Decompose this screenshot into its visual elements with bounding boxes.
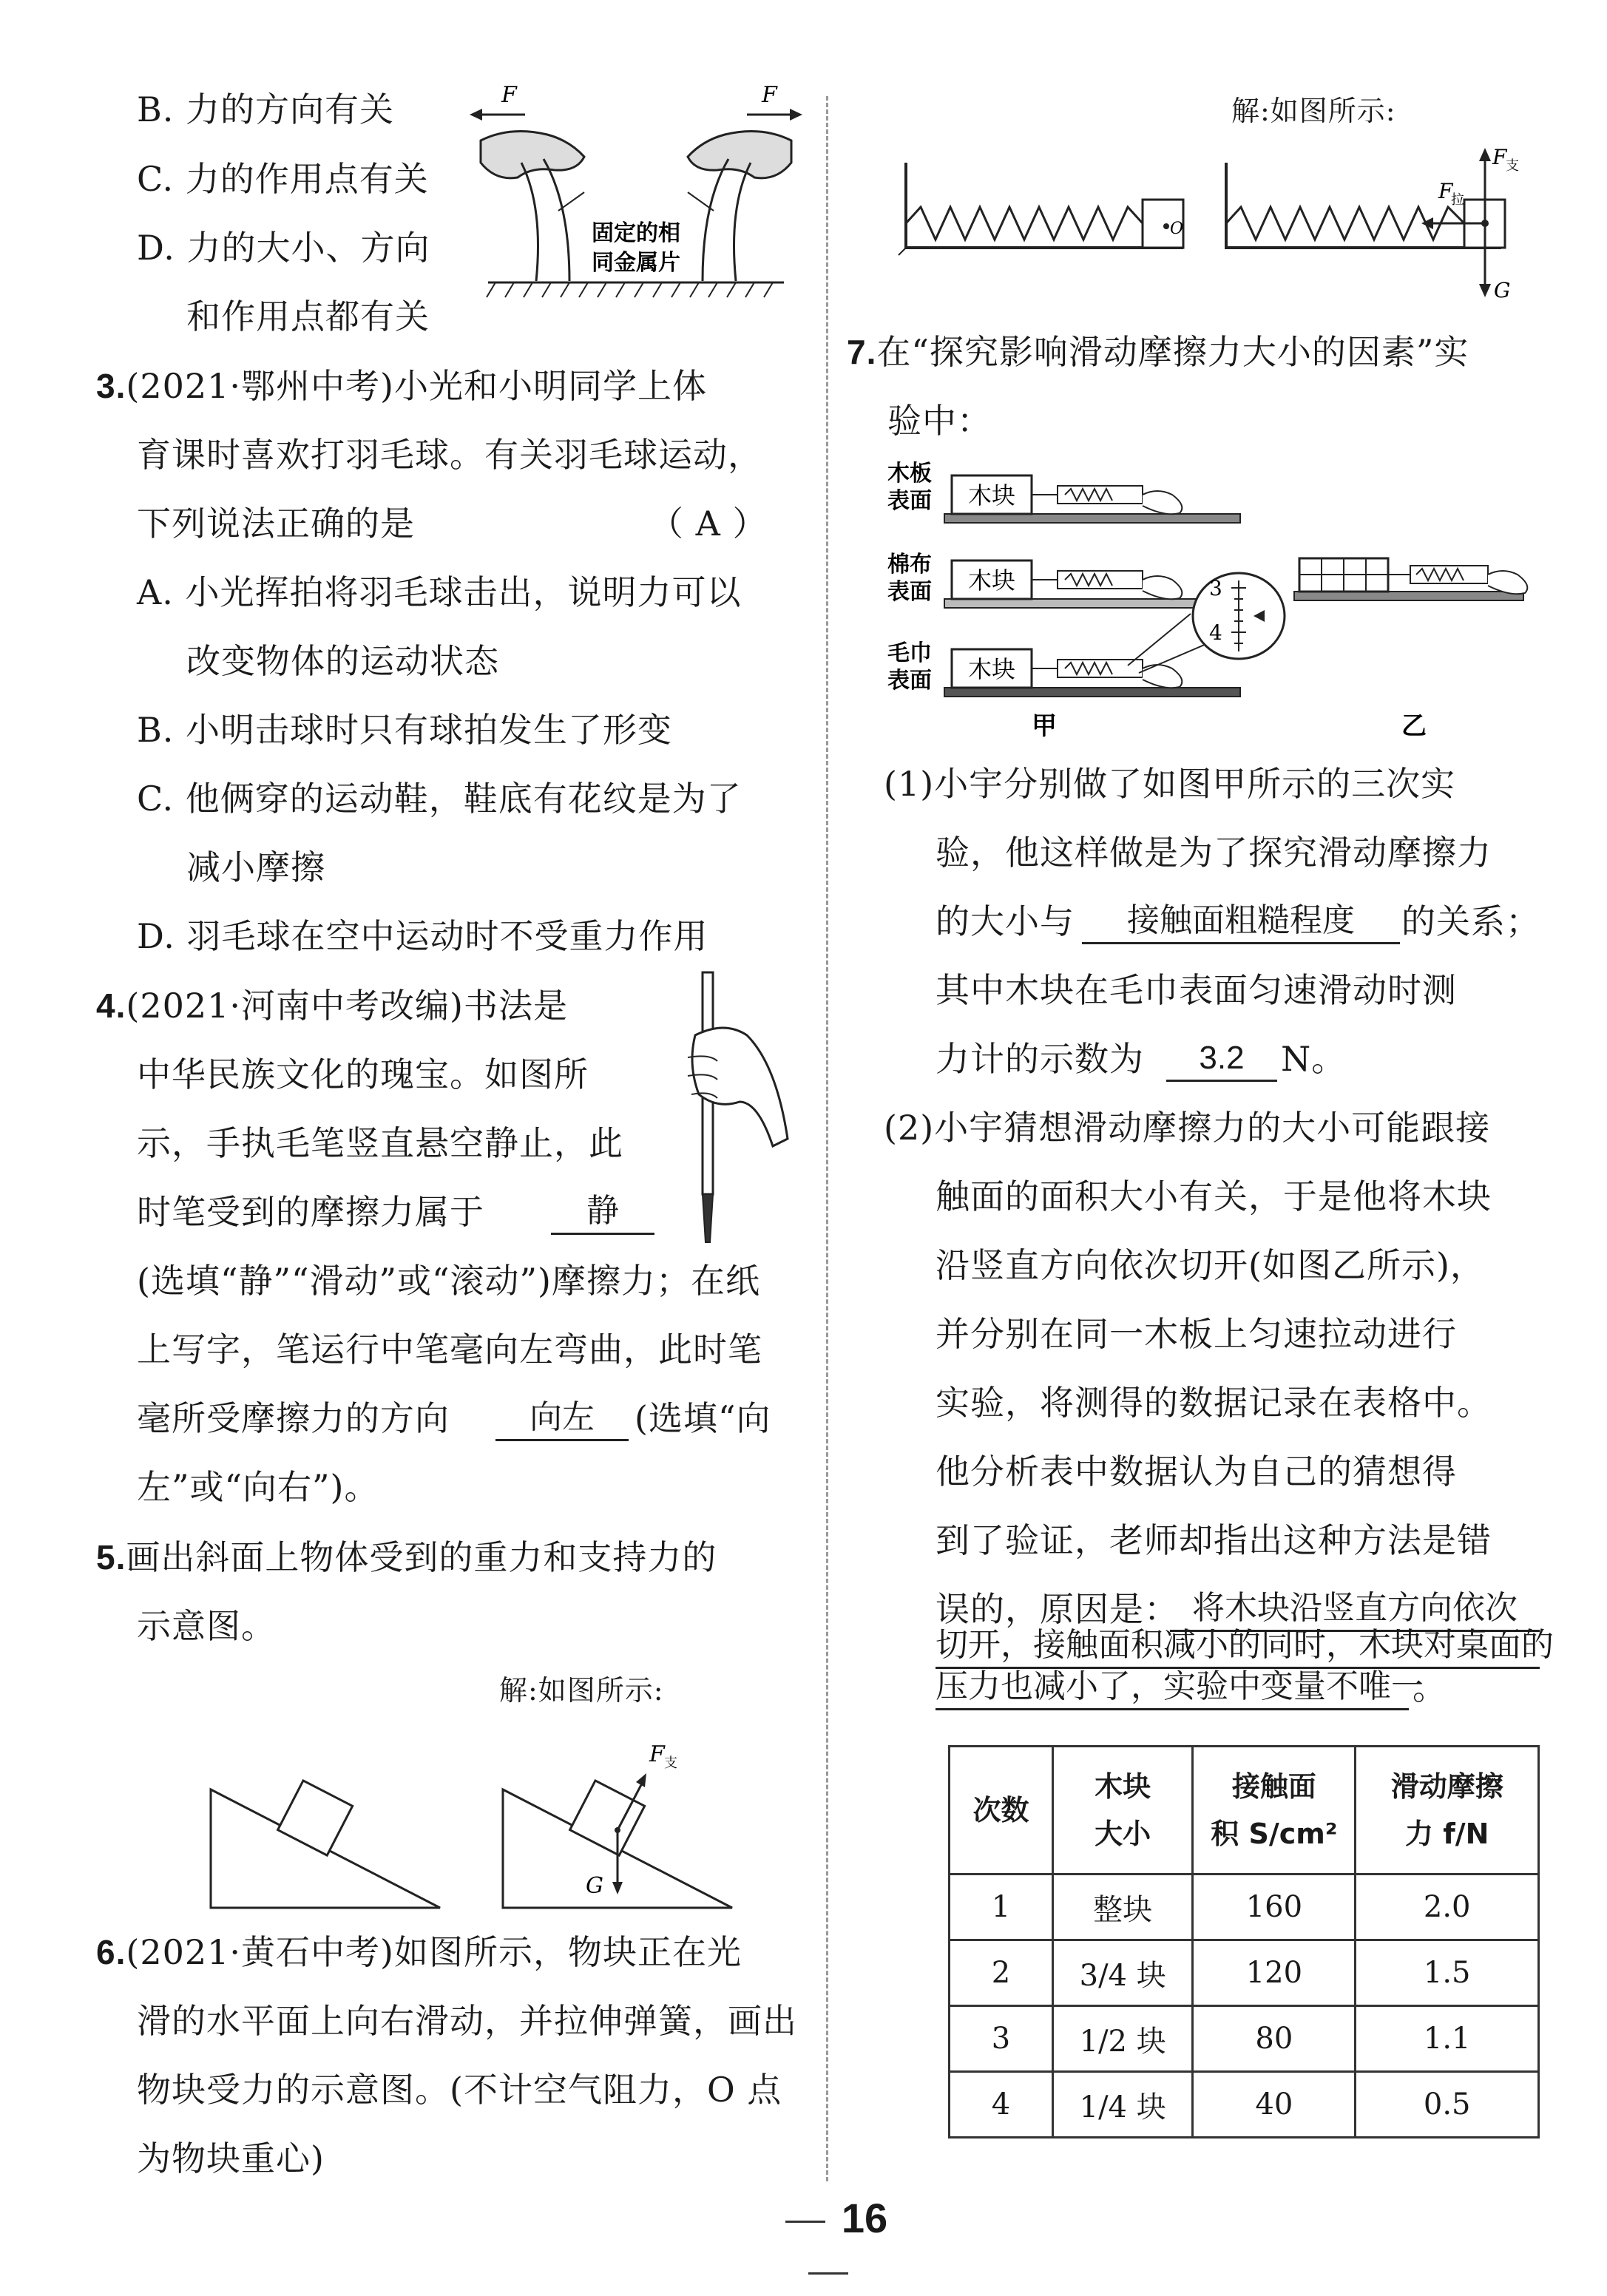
svg-text:拉: 拉	[1451, 192, 1464, 208]
spring-left	[906, 207, 1143, 240]
q2-option-d-line2: 和作用点都有关	[186, 297, 430, 336]
q7-p2-line1: (2)小宇猜想滑动摩擦力的大小可能跟接	[884, 1108, 1491, 1148]
q4-line4: 时笔受到的摩擦力属于	[137, 1192, 484, 1232]
q6-line4: 为物块重心)	[137, 2138, 325, 2178]
q7-p2-line2: 触面的面积大小有关，于是他将木块	[936, 1176, 1492, 1216]
table-header-count: 次数	[950, 1747, 1053, 1875]
q5-line1: 5.画出斜面上物体受到的重力和支持力的	[96, 1537, 717, 1577]
svg-text:支: 支	[1506, 158, 1519, 174]
q7-number: 7.	[847, 333, 877, 371]
q7-p2-end: 。	[1413, 1667, 1447, 1707]
q5-gravity-label: G	[586, 1873, 603, 1899]
q7-p2-line4: 并分别在同一木板上匀速拉动进行	[936, 1314, 1457, 1354]
q4-line5: (选填“静”“滑动”或“滚动”)摩擦力；在纸	[137, 1261, 760, 1301]
q3-line2: 育课时喜欢打羽毛球。有关羽毛球运动，	[137, 435, 762, 475]
svg-text:表面: 表面	[887, 668, 932, 694]
q2-figure	[466, 81, 806, 303]
svg-text:4: 4	[1209, 620, 1222, 645]
q7-p2-line8-pre: 误的，原因是：	[936, 1589, 1179, 1629]
q7-answer-2: 3.2	[1166, 1037, 1277, 1082]
q3-option-a-line1: A. 小光挥拍将羽毛球击出，说明力可以	[137, 572, 742, 612]
q4-answer-2: 向左	[495, 1396, 629, 1441]
q3-option-c-line2: 减小摩擦	[186, 847, 325, 887]
q6-line1: 6.(2021·黄石中考)如图所示，物块正在光	[96, 1932, 742, 1972]
q7-answer-3a: 将木块沿竖直方向依次	[1170, 1587, 1540, 1632]
page-number: 16	[740, 2192, 917, 2296]
q6-line3: 物块受力的示意图。(不计空气阻力，O 点	[137, 2070, 782, 2110]
table-header-friction: 滑动摩擦 力 f/N	[1356, 1747, 1539, 1875]
q7-p2-line6: 他分析表中数据认为自己的猜想得	[936, 1452, 1457, 1491]
table-row: 3 1/2 块 80 1.1	[950, 2006, 1539, 2072]
q7-p2-line7: 到了验证，老师却指出这种方法是错	[936, 1520, 1492, 1560]
svg-text:乙: 乙	[1401, 711, 1427, 741]
q6-support-label: F	[1492, 145, 1507, 169]
q7-p1-line4: 其中木块在毛巾表面匀速滑动时测	[936, 970, 1457, 1010]
left-hand-icon	[481, 132, 584, 178]
q7-p1-line3-pre: 的大小与	[936, 901, 1075, 941]
svg-text:木块: 木块	[967, 655, 1016, 683]
hand-icon-b	[1488, 571, 1527, 594]
svg-text:3: 3	[1209, 576, 1222, 600]
q4-line8: 左”或“向右”)。	[137, 1467, 379, 1507]
table-header-area: 接触面 积 S/cm²	[1193, 1747, 1356, 1875]
hand-icon-2	[1143, 576, 1182, 599]
q6-line2: 滑的水平面上向右滑动，并拉伸弹簧，画出	[137, 2001, 797, 2041]
q7-line1: 7.在“探究影响滑动摩擦力大小的因素”实	[847, 332, 1469, 372]
q2-fig-label-2: 同金属片	[592, 250, 680, 276]
q6-pull-label: F	[1438, 179, 1453, 203]
q4-line7-pre: 毫所受摩擦力的方向	[137, 1398, 450, 1438]
q2-fig-label-1: 固定的相	[592, 220, 680, 246]
svg-text:木板: 木板	[887, 461, 932, 487]
table-row: 1 整块 160 2.0	[950, 1875, 1539, 1940]
q4-line6: 上写字，笔运行中笔毫向左弯曲，此时笔	[137, 1330, 762, 1369]
q2-option-d-line1: D. 力的大小、方向	[137, 228, 430, 268]
q2-force-left-label: F	[501, 82, 517, 108]
q3-line1: 3.(2021·鄂州中考)小光和小明同学上体	[96, 366, 707, 406]
q7-p1-line2: 验，他这样做是为了探究滑动摩擦力	[936, 833, 1492, 873]
q3-answer: （ A ）	[649, 504, 768, 543]
q3-option-b: B. 小明击球时只有球拍发生了形变	[137, 710, 673, 750]
table-header-size: 木块 大小	[1053, 1747, 1193, 1875]
column-divider	[826, 96, 828, 2181]
q2-force-right-label: F	[762, 82, 777, 108]
q7-p1-line1: (1)小宇分别做了如图甲所示的三次实	[884, 764, 1456, 804]
q4-line7-post: (选填“向	[635, 1398, 771, 1438]
q6-solution: 解:如图所示:	[1231, 95, 1396, 127]
svg-text:棉布: 棉布	[887, 552, 932, 578]
svg-text:木块: 木块	[967, 566, 1016, 595]
table-row: 4 1/4 块 40 0.5	[950, 2072, 1539, 2138]
table-header-row	[950, 1747, 1539, 1875]
svg-text:木块: 木块	[967, 481, 1016, 509]
q7-figure	[884, 455, 1549, 743]
q2-option-b: B. 力的方向有关	[137, 89, 395, 129]
svg-text:支: 支	[664, 1755, 677, 1771]
hand-icon-1	[1143, 491, 1182, 514]
svg-text:甲: 甲	[1032, 711, 1057, 741]
q4-figure	[673, 969, 791, 1250]
q4-line3: 示，手执毛笔竖直悬空静止，此	[137, 1123, 623, 1163]
q5-figure	[200, 1723, 740, 1923]
q3-option-c-line1: C. 他俩穿的运动鞋，鞋底有花纹是为了	[137, 779, 742, 819]
q6-number: 6.	[96, 1933, 126, 1971]
q7-p2-line3: 沿竖直方向依次切开(如图乙所示)，	[936, 1245, 1485, 1285]
q3-line3: 下列说法正确的是	[137, 504, 415, 543]
q7-p1-line5-pre: 力计的示数为	[936, 1039, 1144, 1079]
svg-text:O: O	[1170, 220, 1184, 238]
q3-option-d: D. 羽毛球在空中运动时不受重力作用	[137, 916, 708, 956]
q7-p2-line5: 实验，将测得的数据记录在表格中。	[936, 1383, 1492, 1423]
table-row: 2 3/4 块 120 1.5	[950, 1940, 1539, 2006]
q7-data-table	[948, 1745, 1540, 2138]
q3-number: 3.	[96, 367, 126, 405]
q7-answer-3c: 压力也减小了，实验中变量不唯一	[936, 1665, 1409, 1710]
q6-figure	[895, 140, 1546, 311]
q7-line2: 验中：	[887, 401, 992, 441]
q6-gravity-label: G	[1494, 278, 1511, 302]
q5-number: 5.	[96, 1538, 126, 1577]
q4-line2: 中华民族文化的瑰宝。如图所	[137, 1054, 589, 1094]
svg-text:表面: 表面	[887, 579, 932, 605]
q5-support-label: F	[649, 1741, 665, 1767]
q5-solution: 解:如图所示:	[499, 1674, 664, 1707]
q4-line1: 4.(2021·河南中考改编)书法是	[96, 986, 568, 1026]
svg-text:毛巾: 毛巾	[887, 640, 932, 666]
q7-p1-line5-post: N。	[1281, 1039, 1347, 1079]
q7-answer-3b: 切开，接触面积减小的同时，木块对桌面的	[936, 1624, 1540, 1669]
q4-number: 4.	[96, 986, 126, 1025]
right-hand-icon	[688, 132, 791, 178]
q5-line2: 示意图。	[137, 1606, 276, 1646]
svg-text:表面: 表面	[887, 488, 932, 514]
q3-option-a-line2: 改变物体的运动状态	[186, 641, 499, 681]
q7-answer-1: 接触面粗糙程度	[1082, 899, 1400, 944]
q2-option-c: C. 力的作用点有关	[137, 159, 429, 199]
q7-p1-line3-post: 的关系；	[1401, 901, 1540, 941]
q4-answer-1: 静	[551, 1190, 654, 1235]
